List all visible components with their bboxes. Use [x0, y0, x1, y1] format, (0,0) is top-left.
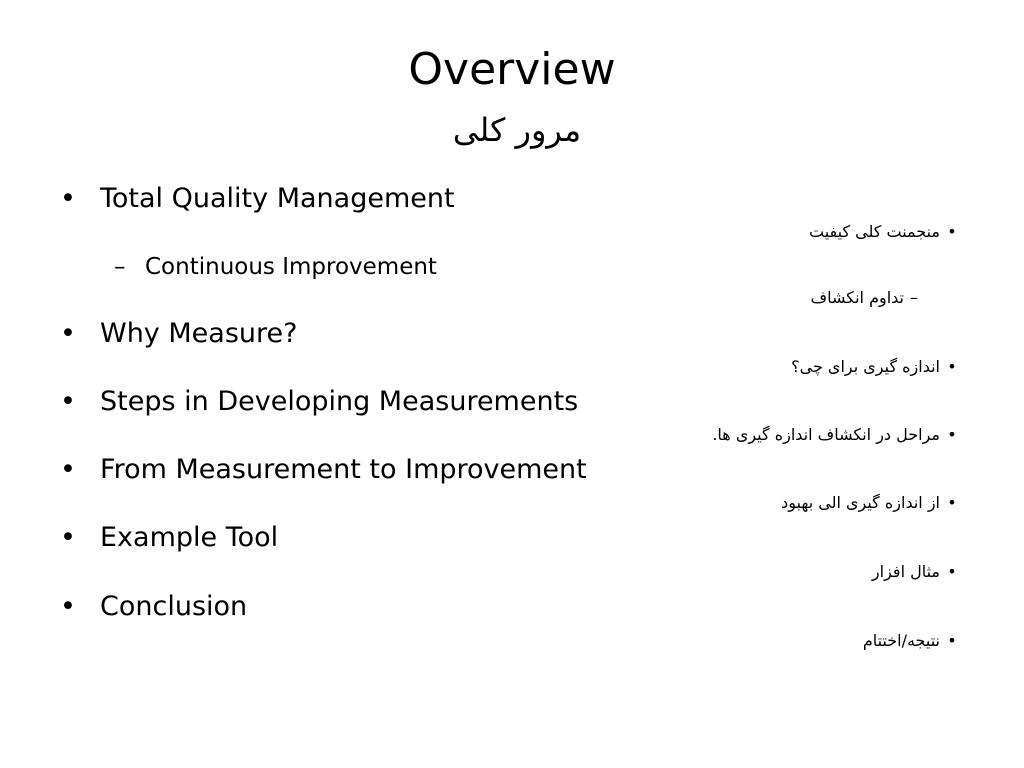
persian-item-text: اندازه گیری برای چی؟ — [791, 357, 940, 376]
slide-title: Overview — [408, 44, 616, 95]
dash-icon: – — [114, 254, 126, 280]
english-item-text: From Measurement to Improvement — [100, 454, 587, 485]
bullet-icon: • — [947, 493, 957, 512]
english-item-text: Conclusion — [100, 591, 248, 622]
bullet-icon: • — [947, 425, 957, 444]
english-list-item — [60, 589, 247, 625]
dash-icon: – — [910, 288, 918, 307]
persian-item-text: از اندازه گیری الی بهبود — [781, 493, 940, 512]
english-item-text: Steps in Developing Measurements — [100, 386, 579, 417]
english-list-item — [60, 181, 455, 217]
bullet-icon: • — [947, 562, 957, 581]
english-item-text: Example Tool — [100, 522, 279, 553]
english-list-item — [60, 452, 587, 488]
bullet-icon: • — [60, 454, 76, 485]
persian-list-item — [863, 630, 964, 652]
bullet-icon: • — [60, 591, 76, 622]
english-list-subitem — [114, 252, 437, 282]
bullet-icon: • — [60, 386, 76, 417]
english-item-text: Continuous Improvement — [145, 254, 437, 280]
bullet-icon: • — [947, 222, 957, 241]
persian-item-text: مراحل در انکشاف اندازه گیری ها. — [712, 425, 940, 444]
english-list-item — [60, 316, 297, 352]
bullet-icon: • — [947, 357, 957, 376]
persian-item-text: تداوم انکشاف — [810, 288, 904, 307]
persian-list-item — [781, 492, 964, 514]
english-item-text: Why Measure? — [100, 318, 298, 349]
persian-list-item — [809, 221, 964, 243]
english-list-item — [60, 520, 278, 556]
persian-item-text: مثال افزار — [871, 562, 940, 581]
slide-subtitle-persian: مرور کلی — [452, 111, 582, 149]
english-item-text: Total Quality Management — [100, 183, 455, 214]
english-list-item — [60, 384, 578, 420]
persian-list-item — [712, 424, 964, 446]
persian-item-text: نتیجه/اختتام — [862, 631, 940, 650]
persian-item-text: منجمنت کلی کیفیت — [808, 222, 940, 241]
bullet-icon: • — [60, 318, 76, 349]
persian-list-item — [791, 356, 964, 378]
persian-list-item — [872, 561, 964, 583]
bullet-icon: • — [60, 183, 76, 214]
bullet-icon: • — [947, 631, 957, 650]
bullet-icon: • — [60, 522, 76, 553]
persian-list-subitem — [811, 287, 924, 309]
